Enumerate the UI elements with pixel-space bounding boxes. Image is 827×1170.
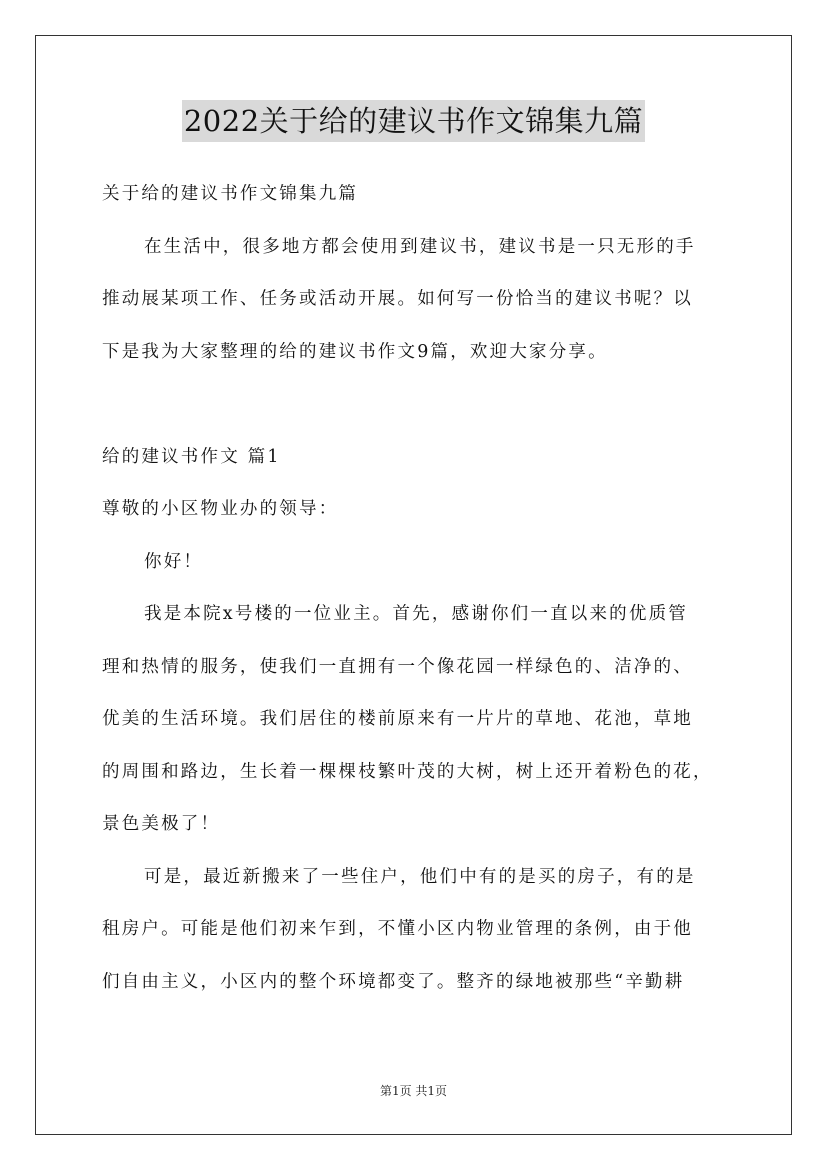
intro-line-3: 下是我为大家整理的给的建议书作文9篇，欢迎大家分享。 bbox=[102, 341, 608, 362]
document-title: 2022关于给的建议书作文锦集九篇 bbox=[182, 100, 645, 142]
paragraph2-line-3: 们自由主义，小区内的整个环境都变了。整齐的绿地被那些“辛勤耕 bbox=[102, 971, 685, 992]
paragraph2-line-1: 可是，最近新搬来了一些住户，他们中有的是买的房子，有的是 bbox=[144, 866, 696, 887]
paragraph1-line-5: 景色美极了！ bbox=[102, 814, 221, 834]
document-title-wrap bbox=[0, 100, 827, 142]
paragraph2-line-2: 租房户。可能是他们初来乍到，不懂小区内物业管理的条例，由于他 bbox=[102, 919, 693, 939]
intro-line-1: 在生活中，很多地方都会使用到建议书，建议书是一只无形的手 bbox=[144, 236, 696, 257]
spacer bbox=[102, 378, 732, 431]
greeting: 你好！ bbox=[144, 551, 204, 572]
intro-line-2: 推动展某项工作、任务或活动开展。如何写一份恰当的建议书呢？以 bbox=[102, 289, 693, 309]
subtitle: 关于给的建议书作文锦集九篇 bbox=[102, 184, 359, 204]
page-footer: 第1页 共1页 bbox=[379, 1084, 448, 1098]
salutation: 尊敬的小区物业办的领导： bbox=[102, 499, 339, 519]
document-body bbox=[102, 168, 732, 1008]
section-heading: 给的建议书作文 篇1 bbox=[102, 446, 281, 467]
paragraph1-line-2: 理和热情的服务，使我们一直拥有一个像花园一样绿色的、洁净的、 bbox=[102, 656, 693, 677]
paragraph1-line-3: 优美的生活环境。我们居住的楼前原来有一片片的草地、花池，草地 bbox=[102, 709, 693, 729]
paragraph1-line-1: 我是本院x号楼的一位业主。首先，感谢你们一直以来的优质管 bbox=[144, 604, 688, 624]
paragraph1-line-4: 的周围和路边，生长着一棵棵枝繁叶茂的大树，树上还开着粉色的花， bbox=[102, 761, 713, 782]
